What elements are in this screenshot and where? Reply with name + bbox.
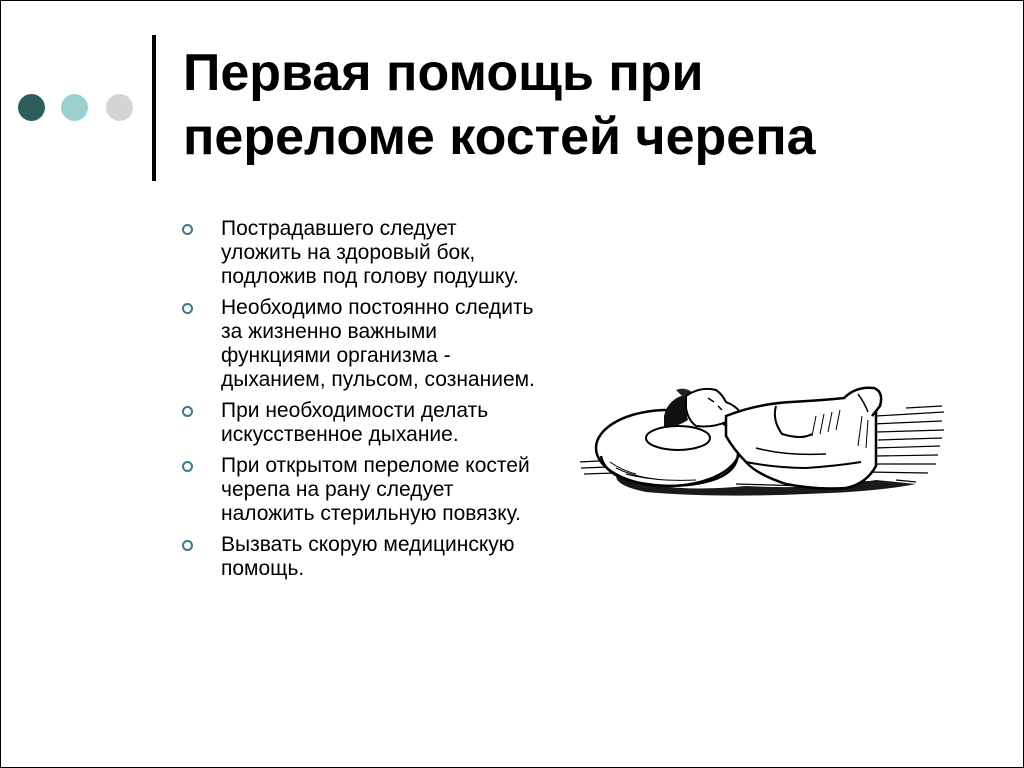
bullet-circle-icon [182, 224, 193, 235]
title-divider [152, 35, 156, 181]
list-item [182, 454, 542, 526]
bullet-text: Вызвать скорую медицинскую помощь. [221, 533, 515, 580]
dot-teal-icon [61, 94, 88, 121]
bullet-circle-icon [182, 303, 193, 314]
bullet-text: При открытом переломе костей черепа на рану следует наложить стерильную повязку. [221, 454, 530, 525]
bullet-list [182, 217, 542, 588]
list-item [182, 296, 542, 392]
dot-gray-icon [106, 94, 133, 121]
bullet-circle-icon [182, 406, 193, 417]
slide-title-line-1: Первая помощь при [183, 44, 704, 102]
list-item [182, 533, 542, 581]
list-item [182, 399, 542, 447]
bullet-text: При необходимости делать искусственное дыхание. [221, 399, 489, 446]
bullet-text: Необходимо постоянно следить за жизненно важными функциями организма - дыханием, пульсом, сознанием. [221, 296, 535, 391]
dot-dark-icon [18, 94, 45, 121]
person-lying-on-ring-pillow-icon [576, 376, 946, 501]
list-item [182, 217, 542, 289]
slide-title-line-2: переломе костей черепа [183, 108, 816, 166]
bullet-text: Пострадавшего следует уложить на здоровый бок, подложив под голову подушку. [221, 217, 519, 288]
bullet-circle-icon [182, 461, 193, 472]
slide-title [183, 41, 1003, 169]
bullet-circle-icon [182, 540, 193, 551]
